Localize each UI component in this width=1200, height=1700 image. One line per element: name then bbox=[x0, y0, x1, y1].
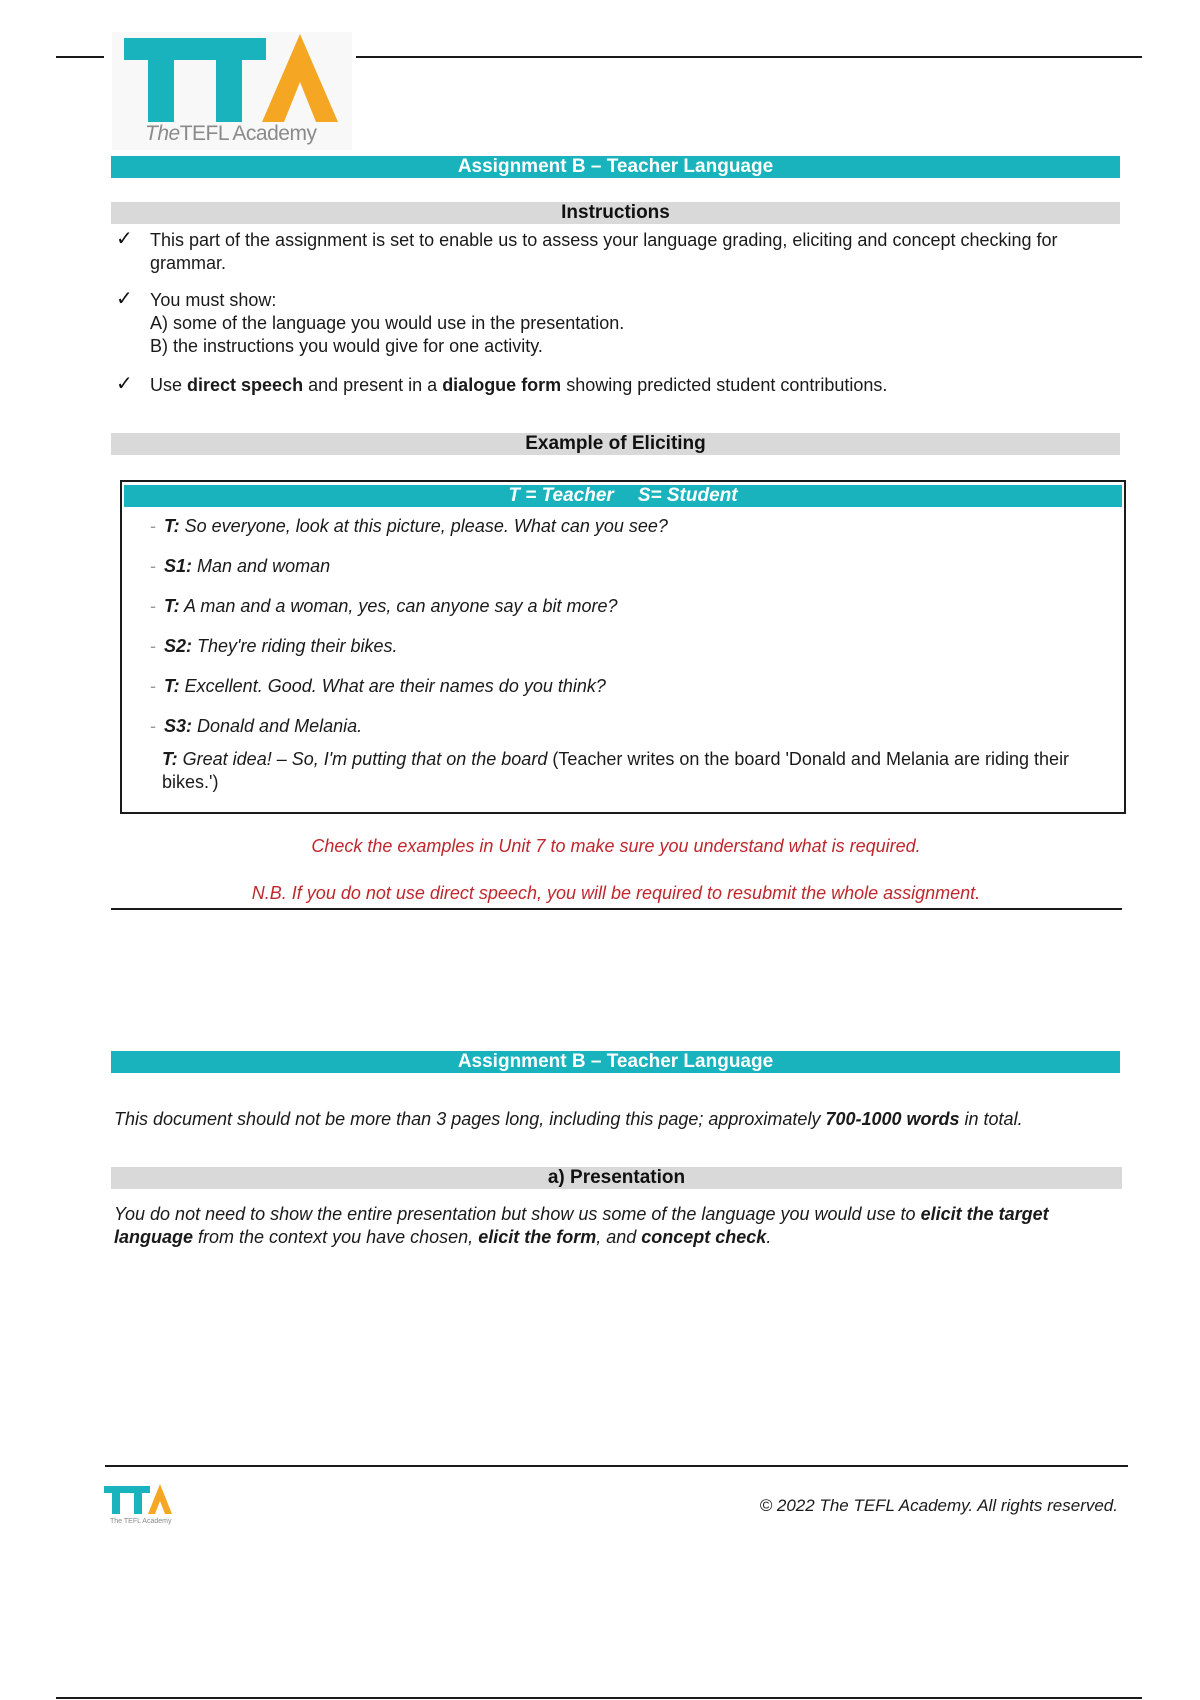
dialogue-final-line bbox=[162, 748, 1102, 794]
speaker: T: bbox=[162, 749, 178, 769]
pres-bold-elicit-target-language: elicit the target language bbox=[114, 1204, 1049, 1247]
copyright-text: © 2022 The TEFL Academy. All rights reserved. bbox=[759, 1496, 1118, 1515]
instruction-item-3-bold-dialogue-form: dialogue form bbox=[442, 375, 562, 395]
pres-bold-elicit-form: elicit the form bbox=[478, 1227, 597, 1247]
dash-bullet: - bbox=[150, 596, 156, 616]
dialogue-line bbox=[150, 596, 618, 617]
example-heading: Example of Eliciting bbox=[525, 433, 706, 454]
example-heading-bar bbox=[111, 433, 1120, 455]
instructions-heading: Instructions bbox=[561, 202, 670, 223]
instruction-item-3-mid: and present in a bbox=[303, 375, 443, 395]
instruction-item-2-line2: A) some of the language you would use in the presentation. bbox=[150, 313, 625, 333]
assignment-title-2: Assignment B – Teacher Language bbox=[457, 1051, 774, 1072]
speaker: T: bbox=[164, 676, 180, 696]
instruction-item-1 bbox=[150, 229, 1130, 275]
pres-text-2: from the context you have chosen, bbox=[193, 1227, 479, 1247]
instruction-item-2-line3: B) the instructions you would give for one activity. bbox=[150, 336, 543, 356]
instruction-item-2-line1: You must show: bbox=[150, 290, 277, 310]
speaker: S3: bbox=[164, 716, 193, 736]
presentation-heading: a) Presentation bbox=[547, 1167, 686, 1188]
instructions-heading-bar bbox=[111, 202, 1120, 224]
legend-teacher: T = Teacher bbox=[508, 485, 614, 506]
logo-the: The bbox=[145, 122, 180, 145]
utterance: Man and woman bbox=[192, 556, 331, 576]
dash-bullet: - bbox=[150, 516, 156, 536]
length-pre: This document should not be more than 3 pages long, including this page; approximately bbox=[114, 1109, 826, 1129]
legend-student: S= Student bbox=[637, 485, 738, 506]
section-divider bbox=[111, 908, 1122, 910]
dialogue-line bbox=[150, 636, 398, 657]
footer-logo bbox=[102, 1482, 182, 1528]
speaker: T: bbox=[164, 516, 180, 536]
dash-bullet: - bbox=[150, 716, 156, 736]
length-requirement bbox=[114, 1108, 1124, 1131]
assignment-title-bar-2 bbox=[111, 1051, 1120, 1073]
dash-bullet: - bbox=[150, 636, 156, 656]
utterance: Excellent. Good. What are their names do you think? bbox=[179, 676, 606, 696]
check-icon: ✓ bbox=[116, 228, 133, 250]
utterance: Great idea! – So, I'm putting that on the board bbox=[177, 749, 548, 769]
speaker: S2: bbox=[164, 636, 193, 656]
length-post: in total. bbox=[959, 1109, 1023, 1129]
dash-bullet: - bbox=[150, 676, 156, 696]
dialogue-line bbox=[150, 716, 363, 737]
pres-text-4: . bbox=[766, 1227, 772, 1247]
example-dialogue-box bbox=[120, 480, 1126, 814]
utterance: They're riding their bikes. bbox=[192, 636, 398, 656]
dialogue-line bbox=[150, 556, 331, 577]
speaker: S1: bbox=[164, 556, 193, 576]
stage-direction: (Teacher writes on the board 'Donald and Melania are riding their bikes.') bbox=[162, 749, 1070, 792]
instruction-item-3-pre: Use bbox=[150, 375, 188, 395]
bottom-rule bbox=[56, 1697, 1142, 1699]
footer-logo-subtitle: The TEFL Academy bbox=[110, 1518, 172, 1525]
nb-direct-speech-note: N.B. If you do not use direct speech, you will be required to resubmit the whole assignment. bbox=[251, 883, 981, 903]
check-icon: ✓ bbox=[116, 288, 133, 310]
dialogue-line bbox=[150, 516, 668, 537]
instruction-item-3-bold-direct-speech: direct speech bbox=[187, 375, 304, 395]
example-legend-bar bbox=[124, 485, 1122, 507]
logo-subtitle bbox=[145, 122, 316, 146]
utterance: A man and a woman, yes, can anyone say a bit more? bbox=[179, 596, 618, 616]
assignment-title: Assignment B – Teacher Language bbox=[457, 156, 774, 177]
check-icon: ✓ bbox=[116, 373, 133, 395]
word-count: 700-1000 words bbox=[825, 1109, 960, 1129]
top-rule-right bbox=[356, 56, 1142, 58]
pres-text-1: You do not need to show the entire presentation but show us some of the language you would use to bbox=[114, 1204, 921, 1224]
logo-name: TEFL Academy bbox=[179, 122, 317, 145]
pres-bold-concept-check: concept check bbox=[641, 1227, 767, 1247]
instruction-item-3 bbox=[150, 374, 1130, 397]
dash-bullet: - bbox=[150, 556, 156, 576]
utterance: So everyone, look at this picture, please. What can you see? bbox=[179, 516, 668, 536]
presentation-instructions bbox=[114, 1203, 1124, 1249]
assignment-title-bar bbox=[111, 156, 1120, 178]
utterance: Donald and Melania. bbox=[192, 716, 363, 736]
speaker: T: bbox=[164, 596, 180, 616]
instruction-item-3-post: showing predicted student contributions. bbox=[561, 375, 888, 395]
instruction-item-1-text: This part of the assignment is set to enable us to assess your language grading, eliciting and concept checking for grammar. bbox=[150, 230, 1058, 273]
check-examples-note: Check the examples in Unit 7 to make sure you understand what is required. bbox=[311, 836, 921, 856]
top-rule-left bbox=[56, 56, 104, 58]
footer-rule bbox=[105, 1465, 1128, 1467]
presentation-heading-bar bbox=[111, 1167, 1122, 1189]
instruction-item-2 bbox=[150, 289, 1130, 358]
pres-text-3: , and bbox=[596, 1227, 642, 1247]
dialogue-line bbox=[150, 676, 606, 697]
